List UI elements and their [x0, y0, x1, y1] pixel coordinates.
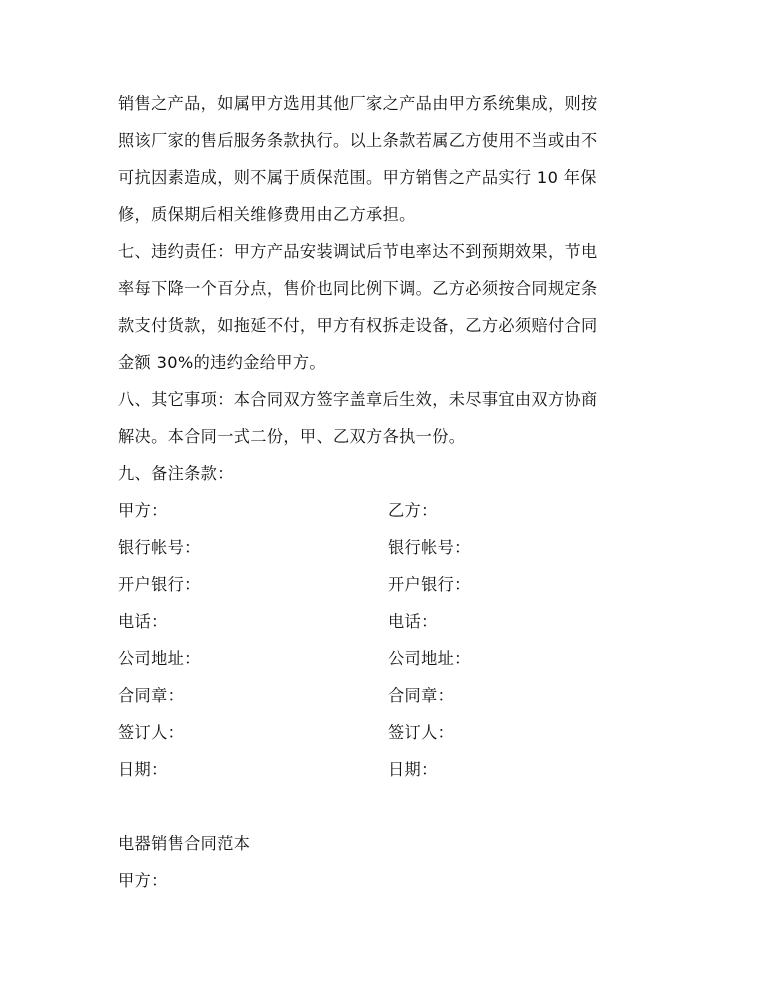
paragraph-line: 照该厂家的售后服务条款执行。以上条款若属乙方使用不当或由不	[118, 131, 598, 150]
party-b-bank-account: 银行帐号：	[388, 538, 471, 557]
party-b-label: 乙方：	[388, 501, 438, 520]
party-a-date: 日期：	[118, 760, 168, 779]
paragraph-line: 可抗因素造成，则不属于质保范围。甲方销售之产品实行 10 年保	[118, 168, 597, 187]
clause-7-line: 率每下降一个百分点，售价也同比例下调。乙方必须按合同规定条	[118, 279, 598, 298]
party-b-date: 日期：	[388, 760, 438, 779]
paragraph-line: 销售之产品，如属甲方选用其他厂家之产品由甲方系统集成，则按	[118, 94, 598, 113]
clause-7-line: 金额 30%的违约金给甲方。	[118, 353, 326, 372]
clause-7-line: 款支付货款，如拖延不付，甲方有权拆走设备，乙方必须赔付合同	[118, 316, 598, 335]
paragraph-line: 修，质保期后相关维修费用由乙方承担。	[118, 205, 416, 224]
party-a-bank-account: 银行帐号：	[118, 538, 201, 557]
party-b-address: 公司地址：	[388, 649, 471, 668]
clause-8-line: 八、其它事项：本合同双方签字盖章后生效，未尽事宜由双方协商	[118, 390, 598, 409]
party-a-bank: 开户银行：	[118, 575, 201, 594]
next-document-title: 电器销售合同范本	[118, 834, 251, 853]
clause-7-line: 七、违约责任：甲方产品安装调试后节电率达不到预期效果，节电	[118, 242, 598, 261]
party-a-address: 公司地址：	[118, 649, 201, 668]
party-a-phone: 电话：	[118, 612, 168, 631]
party-b-signatory: 签订人：	[388, 723, 455, 742]
clause-9-heading: 九、备注条款：	[118, 464, 234, 483]
clause-8-line: 解决。本合同一式二份，甲、乙双方各执一份。	[118, 427, 466, 446]
party-a-seal: 合同章：	[118, 686, 185, 705]
party-a-label: 甲方：	[118, 501, 168, 520]
party-b-bank: 开户银行：	[388, 575, 471, 594]
party-b-phone: 电话：	[388, 612, 438, 631]
next-document-party-a: 甲方：	[118, 871, 168, 890]
party-a-signatory: 签订人：	[118, 723, 185, 742]
party-b-seal: 合同章：	[388, 686, 455, 705]
